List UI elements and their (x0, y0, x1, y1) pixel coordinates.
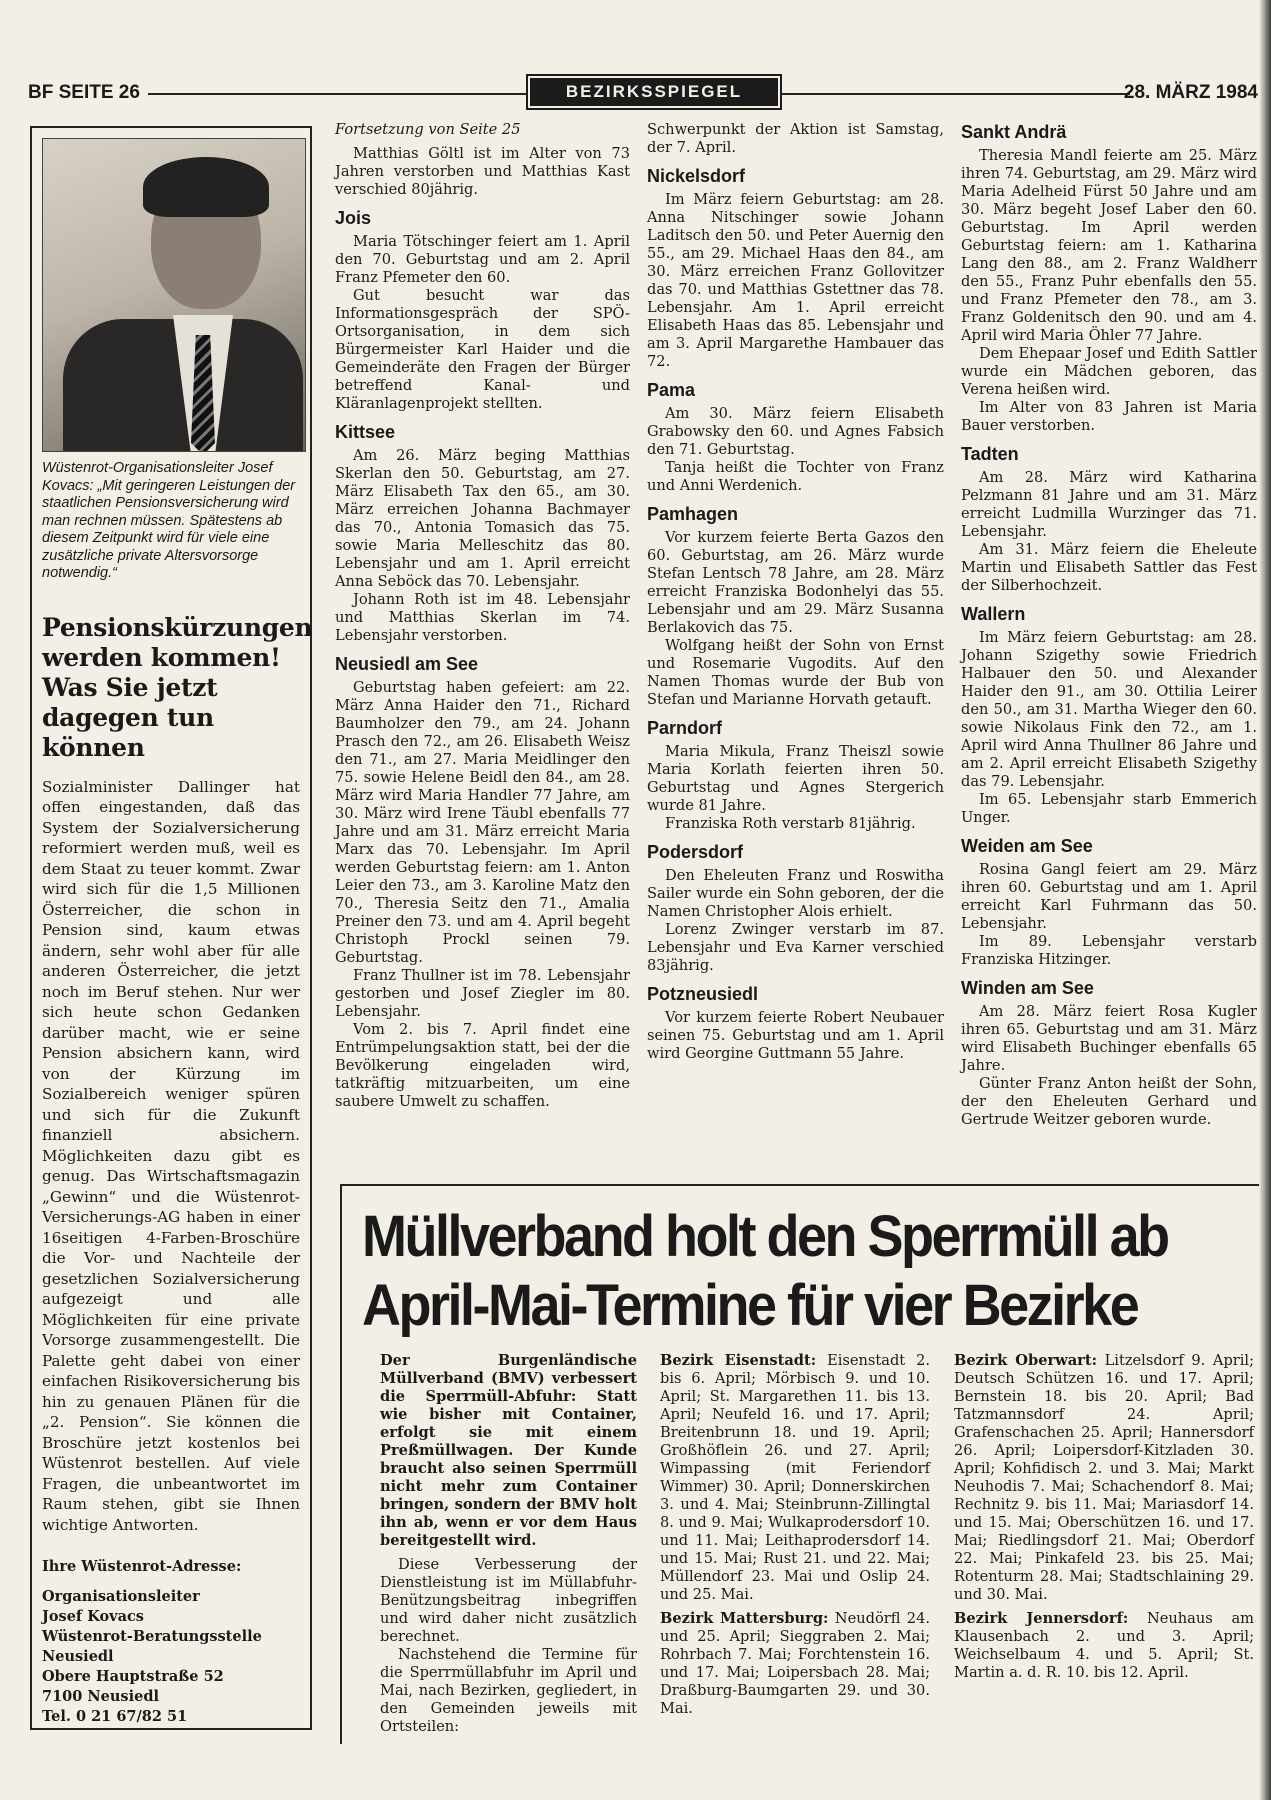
town-heading-potzneusiedl: Potzneusiedl (647, 984, 759, 1004)
news-column-2 (647, 121, 944, 1063)
district-label: Bezirk Oberwart: (954, 1352, 1098, 1369)
paragraph: Geburtstag haben gefeiert: am 22. März Anna Haider den 71., Richard Baumholzer den 79., am 24. Johann Prasch den 72., am 26. Elisabeth Weisz den 71., am 27. Maria Meidlinger den 75. sowie Helene Beidl den 84., am 28. März wird Maria Handler 77 Jahre, am 30. März wird Irene Täubl ebenfalls 77 Jahre und am 31. März erreicht Maria Marx das 70. Lebensjahr. Im April werden Geburtstag feiern: am 1. Anton Leier den 73., am 3. Karoline Matz den 70., Theresia Seitz den 71., Amalia Preiner den 73. und am 4. April begeht Christoph Prockl seinen 79. Geburtstag. (335, 679, 630, 966)
headline-line-2: April-Mai-Termine für vier Bezirke (362, 1273, 1138, 1339)
article-column-2 (660, 1352, 930, 1724)
address-line: Neusiedl (42, 1648, 114, 1665)
district-mattersburg (660, 1610, 930, 1718)
paragraph: Rosina Gangl feiert am 29. März ihren 60. Geburtstag und am 1. April erreicht Karl Fuhrmann das 50. Lebensjahr. (961, 861, 1257, 932)
paragraph: Am 28. März wird Katharina Pelzmann 81 Jahre und am 31. März erreicht Ludmilla Wurzinger das 71. Lebensjahr. (961, 469, 1257, 540)
paragraph: Im 89. Lebensjahr verstarb Franziska Hitzinger. (961, 933, 1257, 968)
paragraph: Franz Thullner ist im 78. Lebensjahr gestorben und Josef Ziegler im 80. Lebensjahr. (335, 967, 630, 1020)
paragraph: Vom 2. bis 7. April findet eine Entrümpelungsaktion statt, bei der die Bevölkerung eingeladen wird, tatkräftig mitzuarbeiten, um eine saubere Umwelt zu schaffen. (335, 1021, 630, 1110)
article-column-3 (954, 1352, 1254, 1688)
address-line: Wüstenrot-Beratungsstelle (42, 1628, 262, 1645)
photo-caption: Wüstenrot-Organisationsleiter Josef Kovacs: „Mit geringeren Leistungen der staatlichen Pensionsversicherung wird man rechnen müssen. Spätestens ab diesem Zeitpunkt wird für viele eine zusätzliche private Altersvorsorge notwendig.“ (42, 460, 296, 581)
paragraph: Diese Verbesserung der Dienstleistung ist im Müllabfuhr-Benützungsbeitrag inbegriffen und wird daher nicht zusätzlich berechnet. (380, 1556, 637, 1645)
paragraph: Am 31. März feiern die Eheleute Martin und Elisabeth Sattler das Fest der Silberhochzeit. (961, 541, 1257, 594)
address-block (42, 1587, 300, 1727)
header-rule-right (780, 93, 1130, 95)
town-heading-wallern: Wallern (961, 604, 1026, 624)
portrait-photo (42, 138, 306, 452)
paragraph: Tanja heißt die Tochter von Franz und Anni Werdenich. (647, 459, 944, 494)
paragraph: Maria Tötschinger feiert am 1. April den 70. Geburtstag und am 2. April Franz Pfemeter den 60. (335, 233, 630, 286)
paragraph: Am 28. März feiert Rosa Kugler ihren 65. Geburtstag und am 31. März wird Elisabeth Buchinger ebenfalls 65 Jahre. (961, 1003, 1257, 1074)
issue-date: 28. MÄRZ 1984 (1123, 82, 1258, 103)
town-heading-tadten: Tadten (961, 444, 1019, 464)
paragraph: Günter Franz Anton heißt der Sohn, der den Eheleuten Gerhard und Gertrude Weitzer geboren wurde. (961, 1075, 1257, 1128)
page-header (28, 78, 1258, 108)
advertorial-headline: Pensionskürzungen werden kommen! Was Sie jetzt dagegen tun können (42, 612, 313, 762)
address-line: Josef Kovacs (42, 1608, 144, 1625)
paragraph: Wolfgang heißt der Sohn von Ernst und Rosemarie Vugodits. Auf den Namen Thomas wurde der Bub von Stefan und Marianne Horvath getauft. (647, 637, 944, 708)
town-heading-kittsee: Kittsee (335, 422, 396, 442)
paragraph: Gut besucht war das Informationsgespräch der SPÖ-Ortsorganisation, in dem sich Bürgermeister Karl Haider und die Gemeinderäte den Fragen der Bürger betreffend Kanal- und Kläranlagenprojekt stellten. (335, 287, 630, 412)
town-heading-podersdorf: Podersdorf (647, 842, 744, 862)
page-edge-shadow (1259, 0, 1271, 1800)
paragraph: Im März feiern Geburtstag: am 28. Johann Szigethy sowie Friedrich Halbauer den 50. und Alexander Haider den 91., am 30. Ottilia Leirer den 50., am 31. Martha Wieger den 60. sowie Nikolaus Fink den 72., am 1. April wird Anna Thullner 86 Jahre und am 2. April erreicht Elisabeth Szigethy das 79. Lebensjahr. (961, 629, 1257, 790)
article-column-1 (380, 1352, 637, 1736)
district-label: Bezirk Mattersburg: (660, 1610, 829, 1627)
district-oberwart (954, 1352, 1254, 1604)
town-heading-nickelsdorf: Nickelsdorf (647, 166, 746, 186)
page-number: BF SEITE 26 (28, 82, 140, 103)
news-column-1 (335, 121, 630, 1111)
town-heading-neusiedl: Neusiedl am See (335, 654, 479, 674)
district-label: Bezirk Jennersdorf: (954, 1610, 1129, 1627)
paragraph: Theresia Mandl feierte am 25. März ihren 74. Geburtstag, am 29. März wird Maria Adelheid Fürst 50 Jahre und am 30. März begeht Josef Laber den 60. Geburtstag. Im April werden Geburtstag feiern: am 1. Katharina Lang den 88., am 2. Franz Waldherr den 55., Franz Puhr ebenfalls den 55. und Franz Pfemeter den 78., am 3. Franz Goldenitsch den 90. und am 4. April wird Maria Öhler 77 Jahre. (961, 147, 1257, 344)
paragraph: Nachstehend die Termine für die Sperrmüllabfuhr im April und Mai, nach Bezirken, gegliedert, in den Gemeinden jeweils mit Ortsteilen: (380, 1646, 637, 1735)
town-heading-weiden: Weiden am See (961, 836, 1093, 856)
paragraph: Am 26. März beging Matthias Skerlan den 50. Geburtstag, am 27. März Elisabeth Tax den 65., am 30. März erreichen Johanna Bachmayer das 70., Antonia Tomasich das 75. sowie Maria Melleschitz das 80. Lebensjahr und am 1. April erreicht Anna Seböck das 70. Lebensjahr. (335, 447, 630, 590)
article-headline (362, 1202, 1262, 1340)
town-heading-pamhagen: Pamhagen (647, 504, 739, 524)
town-heading-pama: Pama (647, 380, 696, 400)
paragraph: Vor kurzem feierte Robert Neubauer seinen 75. Geburtstag und am 1. April wird Georgine Guttmann 55 Jahre. (647, 1009, 944, 1062)
continuation-note: Fortsetzung von Seite 25 (335, 121, 521, 138)
article-intro: Der Burgenländische Müllverband (BMV) verbessert die Sperrmüll-Abfuhr: Statt wie bisher mit Container, erfolgt sie mit einem Preßmüllwagen. Der Kunde braucht also seinen Sperrmüll nicht mehr zum Container bringen, sondern der BMV holt ihn ab, wenn er vor dem Haus bereitgestellt wird. (380, 1352, 637, 1549)
district-jennersdorf (954, 1610, 1254, 1682)
district-eisenstadt (660, 1352, 930, 1604)
paragraph: Matthias Göltl ist im Alter von 73 Jahren verstorben und Matthias Kast verschied 80jährig. (335, 145, 630, 198)
town-heading-sankt-andrae: Sankt Andrä (961, 122, 1067, 142)
header-rule-left (148, 93, 528, 95)
paragraph: Johann Roth ist im 48. Lebensjahr und Matthias Skerlan im 74. Lebensjahr verstorben. (335, 591, 630, 644)
address-title: Ihre Wüstenrot-Adresse: (42, 1558, 242, 1575)
town-heading-jois: Jois (335, 208, 372, 228)
address-line: Obere Hauptstraße 52 (42, 1668, 224, 1685)
section-title: BEZIRKSSPIEGEL (530, 78, 778, 106)
paragraph: Im März feiern Geburtstag: am 28. Anna Nitschinger sowie Johann Laditsch den 50. und Peter Auernig den 55., am 29. Michael Haas den 84., am 30. März erreichen Franz Gollovitzer das 70. und Matthias Gstettner das 78. Lebensjahr. Am 1. April erreicht Elisabeth Haas das 85. Lebensjahr und am 3. April Margarethe Hambauer das 72. (647, 191, 944, 370)
advertorial-box (30, 126, 312, 1730)
paragraph: Den Eheleuten Franz und Roswitha Sailer wurde ein Sohn geboren, der die Namen Christopher Alois erhielt. (647, 867, 944, 920)
news-column-3 (961, 121, 1257, 1129)
paragraph: Dem Ehepaar Josef und Edith Sattler wurde ein Mädchen geboren, das Verena heißen wird. (961, 345, 1257, 398)
district-dates: Neudörfl 24. und 25. April; Sieggraben 2. Mai; Rohrbach 7. Mai; Forchtenstein 16. und 17. Mai; Loipersbach 28. Mai; Draßburg-Baumgarten 29. und 30. Mai. (660, 1610, 931, 1717)
paragraph: Im 65. Lebensjahr starb Emmerich Unger. (961, 791, 1257, 826)
advertorial-body: Sozialminister Dallinger hat offen eingestanden, daß das System der Sozialversicherung reformiert werden muß, weil es dem Staat zu teuer kommt. Zwar wird sich für die 1,5 Millionen Österreicher, die schon in Pension sind, kaum etwas ändern, sehr wohl aber für alle anderen Österreicher, die jetzt noch im Beruf stehen. Nur wer sich heute schon Gedanken darüber macht, wie er seine Pension absichern kann, wird von der Kürzung im Sozialbereich weniger spüren und sich für die Zukunft finanziell absichern. Möglichkeiten dazu gibt es genug. Das Wirtschaftsmagazin „Gewinn“ und die Wüstenrot-Versicherungs-AG haben in einer 16seitigen 4-Farben-Broschüre die Vor- und Nachteile der gesetzlichen Sozialversicherung aufgezeigt und alle Möglichkeiten für eine private Vorsorge zusammengestellt. Die Palette geht dabei von einer einfachen Risikoversicherung bis hin zu genauen Plänen für die „2. Pension“. Sie können die Broschüre jetzt kostenlos bei Wüstenrot bestellen. Auf viele Fragen, die unbeantwortet im Raum stehen, gibt sie Ihnen wichtige Antworten. (42, 777, 300, 1534)
paragraph: Maria Mikula, Franz Theiszl sowie Maria Korlath feierten ihren 50. Geburtstag und Agnes Stergerich wurde 81 Jahre. (647, 743, 944, 814)
paragraph: Im Alter von 83 Jahren ist Maria Bauer verstorben. (961, 399, 1257, 434)
district-label: Bezirk Eisenstadt: (660, 1352, 817, 1369)
paragraph: Am 30. März feiern Elisabeth Grabowsky den 60. und Agnes Fabsich den 71. Geburtstag. (647, 405, 944, 458)
headline-line-1: Müllverband holt den Sperrmüll ab (362, 1204, 1168, 1269)
paragraph: Lorenz Zwinger verstarb im 87. Lebensjahr und Eva Karner verschied 83jährig. (647, 921, 944, 974)
town-heading-winden: Winden am See (961, 978, 1094, 998)
district-dates: Litzelsdorf 9. April; Deutsch Schützen 16. und 17. April; Bernstein 18. bis 20. April; Bad Tatzmannsdorf 24. April; Grafenschachen 25. April; Hannersdorf 26. April; Loipersdorf-Kitzladen 30. April; Kohfidisch 2. und 3. Mai; Markt Neuhodis 7. Mai; Schachendorf 8. Mai; Rechnitz 9. bis 11. Mai; Mariasdorf 14. und 15. Mai; Oberschützen 16. und 17. Mai; Riedlingsdorf 21. Mai; Oberdorf 22. Mai; Pinkafeld 23. bis 25. Mai; Rotenturm 28. Mai; Stadtschlaining 29. und 30. Mai. (954, 1352, 1255, 1603)
district-dates: Eisenstadt 2. bis 6. April; Mörbisch 9. und 10. April; St. Margarethen 11. bis 13. April; Neufeld 16. und 17. April; Breitenbrunn 18. und 19. April; Großhöflein 26. und 27. April; Wimpassing (mit Feriendorf Wimmer) 30. April; Donnerskirchen 3. und 4. Mai; Steinbrunn-Zillingtal 8. und 9. Mai; Wulkaprodersdorf 10. und 11. Mai; Leithaprodersdorf 14. und 15. Mai; Rust 21. und 22. Mai; Müllendorf 23. Mai und Oslip 24. und 25. Mai. (660, 1352, 931, 1603)
address-line: 7100 Neusiedl (42, 1688, 159, 1705)
address-line: Organisationsleiter (42, 1588, 200, 1605)
address-line: Tel. 0 21 67/82 51 (42, 1708, 188, 1725)
paragraph: Vor kurzem feierte Berta Gazos den 60. Geburtstag, am 26. März wurde Stefan Lentsch 78 Jahre, am 28. März erreicht Franziska Bodonhelyi das 55. Lebensjahr und am 29. März Susanna Berlakovich das 75. (647, 529, 944, 636)
paragraph: Franziska Roth verstarb 81jährig. (665, 815, 916, 832)
town-heading-parndorf: Parndorf (647, 718, 723, 738)
muellverband-article (340, 1184, 1262, 1744)
district-dates: Neuhaus am Klausenbach 2. und 3. April; Weichselbaum 4. und 5. April; St. Martin a. d. R. 10. bis 12. April. (954, 1610, 1254, 1681)
paragraph: Schwerpunkt der Aktion ist Samstag, der 7. April. (647, 121, 944, 156)
